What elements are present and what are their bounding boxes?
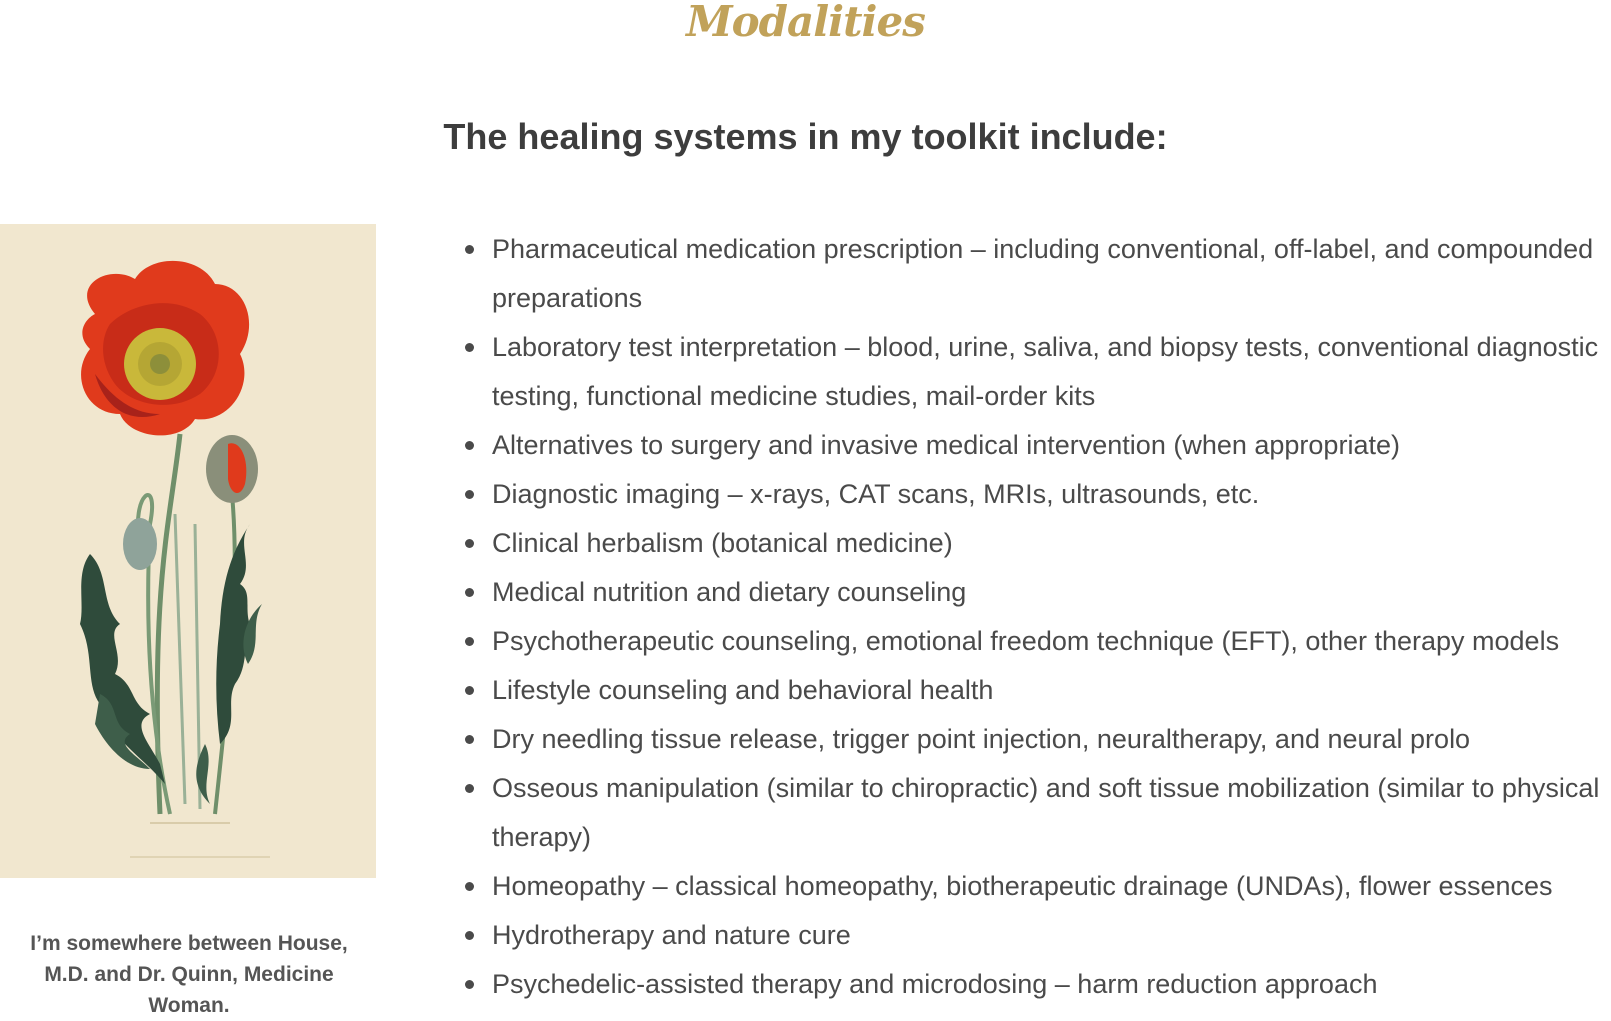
modality-text: Clinical herbalism (botanical medicine)	[492, 528, 953, 558]
bullet-icon	[465, 686, 474, 695]
modality-text: Alternatives to surgery and invasive medical intervention (when appropriate)	[492, 430, 1400, 460]
modality-item	[492, 666, 1608, 715]
modality-text: Psychotherapeutic counseling, emotional freedom technique (EFT), other therapy models	[492, 626, 1560, 656]
modality-text: Dry needling tissue release, trigger point injection, neuraltherapy, and neural prolo	[492, 724, 1471, 754]
page-heading: The healing systems in my toolkit include:	[443, 116, 1168, 157]
modality-list	[492, 225, 1608, 1009]
modality-item	[492, 764, 1608, 862]
modality-item	[492, 911, 1608, 960]
modality-item	[492, 715, 1608, 764]
bullet-icon	[465, 539, 474, 548]
bullet-icon	[465, 931, 474, 940]
modality-item	[492, 225, 1608, 323]
bullet-icon	[465, 735, 474, 744]
modality-item	[492, 960, 1608, 1009]
modality-text: Diagnostic imaging – x-rays, CAT scans, MRIs, ultrasounds, etc.	[492, 479, 1260, 509]
figure-caption: I’m somewhere between House, M.D. and Dr. Quinn, Medicine Woman.	[30, 932, 348, 1017]
bullet-icon	[465, 490, 474, 499]
modality-item	[492, 323, 1608, 421]
modality-item	[492, 617, 1608, 666]
modality-item	[492, 470, 1608, 519]
modality-text: Medical nutrition and dietary counseling	[492, 577, 967, 607]
section-title: Modalities	[686, 0, 925, 46]
bullet-icon	[465, 441, 474, 450]
bullet-icon	[465, 784, 474, 793]
modality-text: Laboratory test interpretation – blood, urine, saliva, and biopsy tests, conventional diagnostic testing, functional medicine studies, mail-order kits	[492, 332, 1599, 411]
bullet-icon	[465, 637, 474, 646]
bullet-icon	[465, 343, 474, 352]
bullet-icon	[465, 980, 474, 989]
modality-item	[492, 568, 1608, 617]
modality-text: Psychedelic-assisted therapy and microdosing – harm reduction approach	[492, 969, 1378, 999]
bullet-icon	[465, 882, 474, 891]
modality-item	[492, 421, 1608, 470]
modality-text: Osseous manipulation (similar to chiropractic) and soft tissue mobilization (similar to physical therapy)	[492, 773, 1600, 852]
poppy-illustration	[0, 224, 376, 878]
modality-item	[492, 519, 1608, 568]
modality-text: Pharmaceutical medication prescription – including conventional, off-label, and compounded preparations	[492, 234, 1594, 313]
modality-item	[492, 862, 1608, 911]
modality-text: Homeopathy – classical homeopathy, biotherapeutic drainage (UNDAs), flower essences	[492, 871, 1553, 901]
bullet-icon	[465, 245, 474, 254]
modality-text: Hydrotherapy and nature cure	[492, 920, 851, 950]
modality-text: Lifestyle counseling and behavioral health	[492, 675, 994, 705]
bullet-icon	[465, 588, 474, 597]
poppy-illustration-image	[0, 224, 376, 878]
